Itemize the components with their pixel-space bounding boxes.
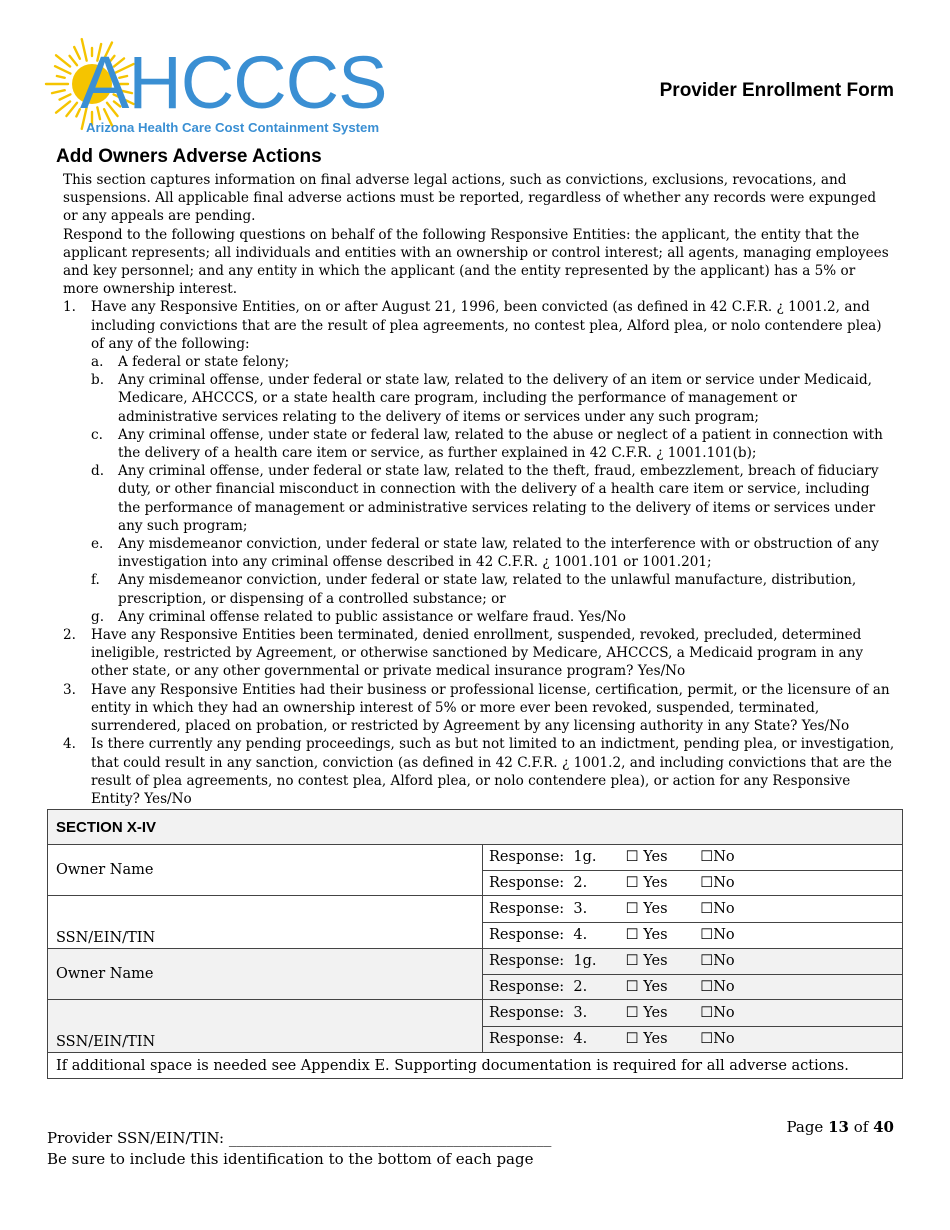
question-text: Have any Responsive Entities been terminated, denied enrollment, suspended, revoked, precluded, determined ineligible, restricted by Agreement, or otherwise sanctioned by Medicare, AHCCCS, a Medicaid program in any other state, or any other governmental or private medical insurance program? Yes/No [91, 627, 864, 680]
form-title: Provider Enrollment Form [659, 80, 894, 101]
response-number: 1g. [573, 849, 597, 866]
response-row [483, 949, 903, 975]
section-heading: Add Owners Adverse Actions [56, 146, 322, 167]
yes-label: Yes [643, 874, 668, 891]
no-checkbox[interactable]: ☐ [700, 1031, 714, 1048]
yes-label: Yes [643, 978, 668, 995]
question-list [63, 298, 895, 808]
intro-paragraph: Respond to the following questions on behalf of the following Responsive Entities: the applicant, the entity that the applicant represents; all individuals and entities with an ownership or control interest; all agents, managing employees and key personnel; and any entity in which the applicant (and the entity represented by the applicant) has a 5% or more ownership interest. [63, 226, 889, 298]
yes-label: Yes [643, 953, 668, 970]
no-checkbox[interactable]: ☐ [700, 927, 714, 944]
question-text: Have any Responsive Entities had their business or professional license, certification, permit, or the licensure of an entity in which they had an ownership interest of 5% or more ever been revoked, suspended, terminated, surrendered, placed on probation, or restricted by Agreement by any licensing authority in any State? Yes/No [91, 681, 890, 735]
no-label: No [713, 900, 735, 917]
sub-question-letter: b. [91, 372, 105, 389]
response-number: 4. [573, 927, 588, 944]
response-number: 1g. [573, 953, 597, 970]
sun-ray [56, 55, 70, 66]
sub-question-letter: g. [91, 608, 105, 625]
sub-question-text: Any criminal offense related to public assistance or welfare fraud. Yes/No [118, 608, 626, 625]
sub-question-text: Any criminal offense, under state or federal law, related to the abuse or neglect of a patient in connection with the delivery of a health care item or service, as further explained in 42 C.F.R. ¿ 1001.101(b); [118, 426, 883, 462]
logo-wordmark: AHCCCS [80, 41, 387, 124]
sub-question-item [91, 571, 895, 607]
no-label: No [713, 874, 735, 891]
yes-label: Yes [643, 900, 668, 917]
sun-ray [55, 66, 70, 73]
response-label: Response: [489, 953, 565, 970]
appendix-footnote: If additional space is needed see Appendix E. Supporting documentation is required for all adverse actions. [48, 1053, 903, 1079]
question-number: 2. [63, 627, 76, 644]
ssn-ein-tin-label: SSN/EIN/TIN [56, 1034, 156, 1050]
sun-ray [70, 56, 77, 65]
sub-question-text: Any criminal offense, under federal or state law, related to the delivery of an item or service under Medicaid, Medicare, AHCCCS, or a state health care program, including the performance of management or administrative services relating to the delivery of items or services under any such program; [118, 372, 872, 425]
sub-question-letter: c. [91, 426, 103, 443]
no-checkbox[interactable]: ☐ [700, 1004, 714, 1021]
response-row [483, 896, 903, 923]
no-checkbox[interactable]: ☐ [700, 953, 714, 970]
response-label: Response: [489, 978, 565, 995]
page-total: 40 [873, 1118, 894, 1136]
ssn-ein-tin-field[interactable] [48, 1000, 483, 1053]
question-number: 3. [63, 681, 76, 698]
sub-question-item [91, 426, 895, 462]
response-row [483, 870, 903, 896]
no-label: No [713, 1004, 735, 1021]
question-number: 1. [63, 299, 76, 316]
yes-label: Yes [643, 927, 668, 944]
yes-checkbox[interactable]: ☐ [625, 978, 639, 995]
sun-ray [56, 101, 70, 112]
no-label: No [713, 927, 735, 944]
owner-name-label: Owner Name [56, 862, 154, 878]
no-label: No [713, 1031, 735, 1048]
sub-question-list [91, 353, 895, 626]
response-number: 2. [573, 874, 588, 891]
question-item [63, 626, 895, 681]
sub-question-text: Any misdemeanor conviction, under federal or state law, related to the unlawful manufacture, distribution, prescription, or dispensing of a controlled substance; or [118, 572, 857, 607]
sub-question-letter: a. [91, 354, 104, 371]
question-text: Have any Responsive Entities, on or after August 21, 1996, been convicted (as defined in 42 C.F.R. ¿ 1001.2, and including convictions that are the result of plea agreements, no contest plea, Alford plea, or nolo contendere plea) of any of the following: [91, 299, 882, 352]
response-row [483, 974, 903, 1000]
owner-name-field[interactable] [48, 845, 483, 896]
sub-question-text: Any misdemeanor conviction, under federal or state law, related to the interference with or obstruction of any investigation into any criminal offense described in 42 C.F.R. ¿ 1001.101 or 1001.201; [118, 536, 879, 571]
sub-question-item [91, 608, 895, 626]
response-label: Response: [489, 874, 565, 891]
no-label: No [713, 978, 735, 995]
response-label: Response: [489, 1031, 565, 1048]
no-label: No [713, 849, 735, 866]
ssn-ein-tin-field[interactable] [48, 896, 483, 949]
no-checkbox[interactable]: ☐ [700, 900, 714, 917]
response-row [483, 1026, 903, 1053]
yes-checkbox[interactable]: ☐ [625, 874, 639, 891]
sub-question-item [91, 371, 895, 426]
intro-paragraph: This section captures information on final adverse legal actions, such as convictions, exclusions, revocations, and suspensions. All applicable final adverse actions must be reported, regardless of whether any records were expunged or any appeals are pending. [63, 172, 877, 225]
yes-checkbox[interactable]: ☐ [625, 900, 639, 917]
page-word: Page [786, 1118, 824, 1136]
sun-ray [60, 94, 71, 99]
sub-question-text: A federal or state felony; [118, 354, 290, 371]
sub-question-letter: e. [91, 536, 104, 553]
sub-question-text: Any criminal offense, under federal or state law, related to the theft, fraud, embezzlement, breach of fiduciary duty, or other financial misconduct in connection with the delivery of a health care item or service, including the performance of management or administrative services relating to the delivery of items or services under any such program; [118, 463, 879, 534]
ahcccs-logo [44, 26, 424, 138]
response-number: 3. [573, 900, 588, 917]
response-number: 4. [573, 1031, 588, 1048]
sub-question-letter: f. [91, 572, 100, 589]
ssn-ein-tin-label: SSN/EIN/TIN [56, 930, 156, 946]
sun-ray [66, 103, 77, 116]
adverse-actions-instructions [63, 171, 895, 808]
logo-subtitle: Arizona Health Care Cost Containment System [86, 120, 380, 135]
owner-name-field[interactable] [48, 949, 483, 1000]
yes-checkbox[interactable]: ☐ [625, 1004, 639, 1021]
owner-name-label: Owner Name [56, 966, 154, 982]
question-text: Is there currently any pending proceedings, such as but not limited to an indictment, pending plea, or investigation, that could result in any sanction, conviction (as defined in 42 C.F.R. ¿ 1001.2, and including convictions that are the result of plea agreements, no contest plea, Alford plea, or nolo contendere plea), or action for any Responsive Entity? Yes/No [91, 736, 895, 807]
response-label: Response: [489, 1004, 565, 1021]
sun-ray [52, 90, 65, 93]
response-label: Response: [489, 849, 565, 866]
question-item [63, 298, 895, 626]
response-row [483, 845, 903, 871]
sun-ray [74, 47, 80, 59]
question-item [63, 681, 895, 736]
response-number: 3. [573, 1004, 588, 1021]
question-number: 4. [63, 736, 76, 753]
yes-checkbox[interactable]: ☐ [625, 849, 639, 866]
response-label: Response: [489, 927, 565, 944]
sub-question-item [91, 535, 895, 571]
page-of: of [853, 1118, 869, 1136]
sun-ray [57, 76, 65, 78]
yes-label: Yes [643, 1004, 668, 1021]
yes-label: Yes [643, 849, 668, 866]
yes-checkbox[interactable]: ☐ [625, 1031, 639, 1048]
footer-reminder: Be sure to include this identification to the bottom of each page [47, 1150, 534, 1168]
section-table-title: SECTION X-IV [48, 810, 903, 845]
yes-checkbox[interactable]: ☐ [625, 927, 639, 944]
no-checkbox[interactable]: ☐ [700, 874, 714, 891]
response-row [483, 922, 903, 949]
page-number [786, 1118, 894, 1136]
no-checkbox[interactable]: ☐ [700, 849, 714, 866]
provider-id-line[interactable]: Provider SSN/EIN/TIN: ___________________________________________ [47, 1129, 552, 1147]
response-label: Response: [489, 900, 565, 917]
no-checkbox[interactable]: ☐ [700, 978, 714, 995]
page-current: 13 [828, 1118, 849, 1136]
footer-identification [47, 1128, 551, 1170]
yes-label: Yes [643, 1031, 668, 1048]
response-row [483, 1000, 903, 1027]
question-item [63, 735, 895, 808]
section-x-iv-table [47, 809, 903, 1079]
response-number: 2. [573, 978, 588, 995]
sub-question-item [91, 353, 895, 371]
yes-checkbox[interactable]: ☐ [625, 953, 639, 970]
no-label: No [713, 953, 735, 970]
sub-question-item [91, 462, 895, 535]
sub-question-letter: d. [91, 463, 105, 480]
